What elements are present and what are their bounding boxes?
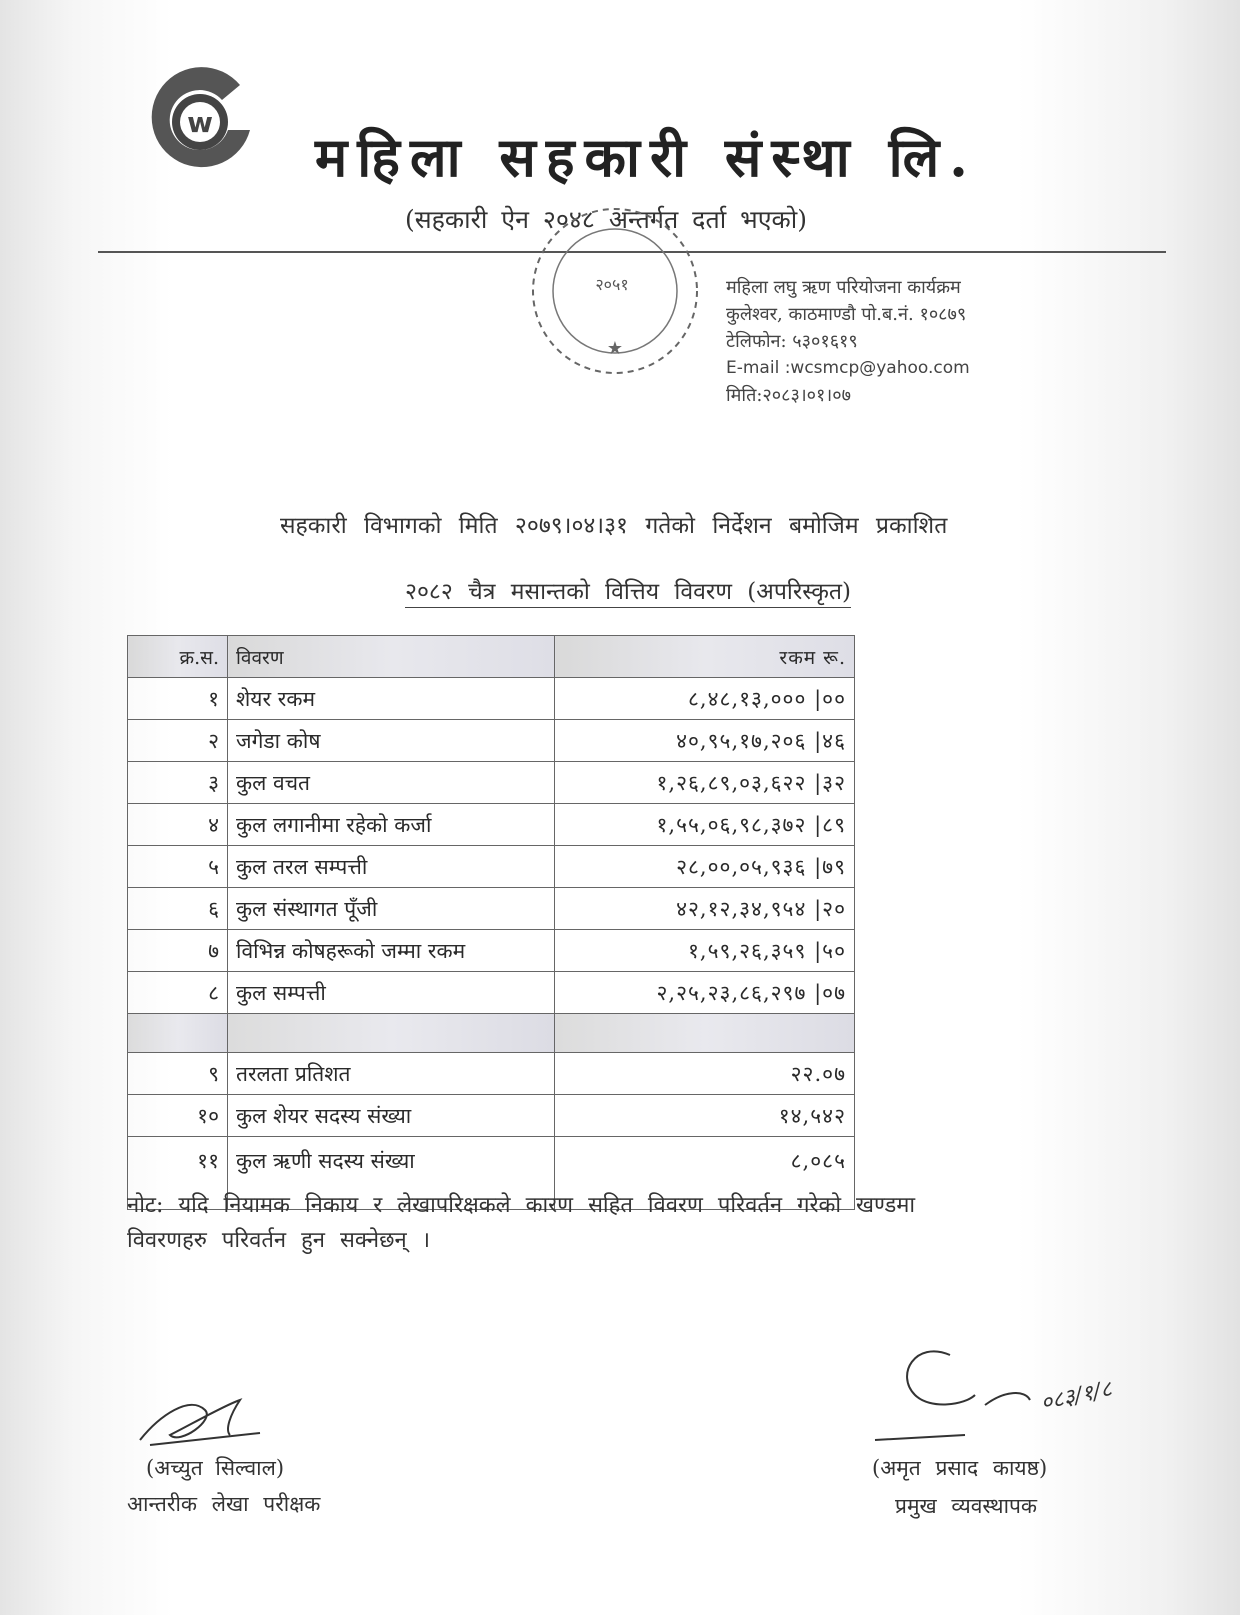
row-sn: २ <box>128 720 228 762</box>
row-amount: ४२,१२,३४,९५४ |२० <box>555 888 855 930</box>
stamp-star-icon: ★ <box>606 338 624 359</box>
row-amount: २८,००,०५,९३६ |७९ <box>555 846 855 888</box>
row-amount: १,५५,०६,९८,३७२ |८९ <box>555 804 855 846</box>
registration-text: (सहकारी ऐन २०४८ अन्तर्गत दर्ता भएको) <box>405 205 807 234</box>
address-line-1: महिला लघु ऋण परियोजना कार्यक्रम <box>726 277 961 298</box>
row-sn: ११ <box>128 1137 228 1210</box>
row-description: कुल लगानीमा रहेको कर्जा <box>228 804 555 846</box>
row-description: शेयर रकम <box>228 678 555 720</box>
organization-logo <box>140 60 260 180</box>
header-sn: क्र.स. <box>128 636 228 678</box>
row-sn: ९ <box>128 1053 228 1095</box>
row-description: जगेडा कोष <box>228 720 555 762</box>
row-description: कुल सम्पत्ती <box>228 972 555 1014</box>
row-amount: १,५९,२६,३५९ |५० <box>555 930 855 972</box>
table-header-row <box>128 636 855 678</box>
table-row <box>128 720 855 762</box>
email-text: E-mail :wcsmcp@yahoo.com <box>726 358 970 378</box>
row-amount: ४०,९५,१७,२०६ |४६ <box>555 720 855 762</box>
row-description: कुल तरल सम्पत्ती <box>228 846 555 888</box>
row-amount: १४,५४२ <box>555 1095 855 1137</box>
row-amount: ८,०८५ <box>555 1137 855 1210</box>
financial-statement-table <box>127 635 855 1210</box>
office-stamp <box>520 196 710 386</box>
row-amount: १,२६,८९,०३,६२२ |३२ <box>555 762 855 804</box>
row-description: कुल संस्थागत पूँजी <box>228 888 555 930</box>
address-block <box>726 274 970 409</box>
row-description: कुल ऋणी सदस्य संख्या <box>228 1137 555 1210</box>
table-row <box>128 762 855 804</box>
issue-date: मिति:२०८३।०१।०७ <box>726 385 851 406</box>
table-row <box>128 1095 855 1137</box>
document-subheading: २०८२ चैत्र मसान्तको वित्तिय विवरण (अपरिस्कृत) <box>405 574 851 608</box>
row-sn: ६ <box>128 888 228 930</box>
row-sn: ७ <box>128 930 228 972</box>
row-description: तरलता प्रतिशत <box>228 1053 555 1095</box>
organization-name: महिला सहकारी संस्था लि. <box>315 125 978 189</box>
row-sn: ३ <box>128 762 228 804</box>
logo-letter: w <box>187 106 213 139</box>
table-separator-row <box>128 1014 855 1053</box>
note-line-1: नोट: यदि नियामक निकाय र लेखापरिक्षकले कारण सहित विवरण परिवर्तन गरेको खण्डमा <box>127 1193 916 1218</box>
manager-title: प्रमुख व्यवस्थापक <box>895 1494 1038 1518</box>
row-sn: ४ <box>128 804 228 846</box>
table-row <box>128 888 855 930</box>
row-sn: १० <box>128 1095 228 1137</box>
auditor-title: आन्तरीक लेखा परीक्षक <box>127 1492 321 1516</box>
disclaimer-note <box>127 1188 1127 1258</box>
manager-name: (अमृत प्रसाद कायष्ठ) <box>872 1456 1048 1480</box>
header-description: विवरण <box>228 636 555 678</box>
phone-text: टेलिफोन: ५३०१६१९ <box>726 331 858 352</box>
table-row <box>128 1053 855 1095</box>
row-description: विभिन्न कोषहरूको जम्मा रकम <box>228 930 555 972</box>
row-sn: १ <box>128 678 228 720</box>
table-row <box>128 678 855 720</box>
auditor-name: (अच्युत सिल्वाल) <box>146 1456 285 1480</box>
table-row <box>128 846 855 888</box>
table-row <box>128 804 855 846</box>
document-headline: सहकारी विभागको मिति २०७९।०४।३१ गतेको निर्देशन बमोजिम प्रकाशित <box>280 513 948 539</box>
row-sn: ५ <box>128 846 228 888</box>
row-amount: २,२५,२३,८६,२९७ |०७ <box>555 972 855 1014</box>
address-line-2: कुलेश्वर, काठमाण्डौ पो.ब.नं. १०८७९ <box>726 304 967 325</box>
row-amount: २२.०७ <box>555 1053 855 1095</box>
stamp-year: २०५१ <box>595 275 629 294</box>
table-row <box>128 972 855 1014</box>
note-line-2: विवरणहरु परिवर्तन हुन सक्नेछन् । <box>127 1228 431 1253</box>
signature-date: ०८३/१/८ <box>1038 1376 1115 1417</box>
manager-signature <box>855 1335 1175 1445</box>
auditor-signature <box>130 1385 290 1455</box>
header-amount: रकम रू. <box>555 636 855 678</box>
row-sn: ८ <box>128 972 228 1014</box>
row-description: कुल वचत <box>228 762 555 804</box>
table-row <box>128 930 855 972</box>
row-amount: ८,४८,१३,००० |०० <box>555 678 855 720</box>
row-description: कुल शेयर सदस्य संख्या <box>228 1095 555 1137</box>
